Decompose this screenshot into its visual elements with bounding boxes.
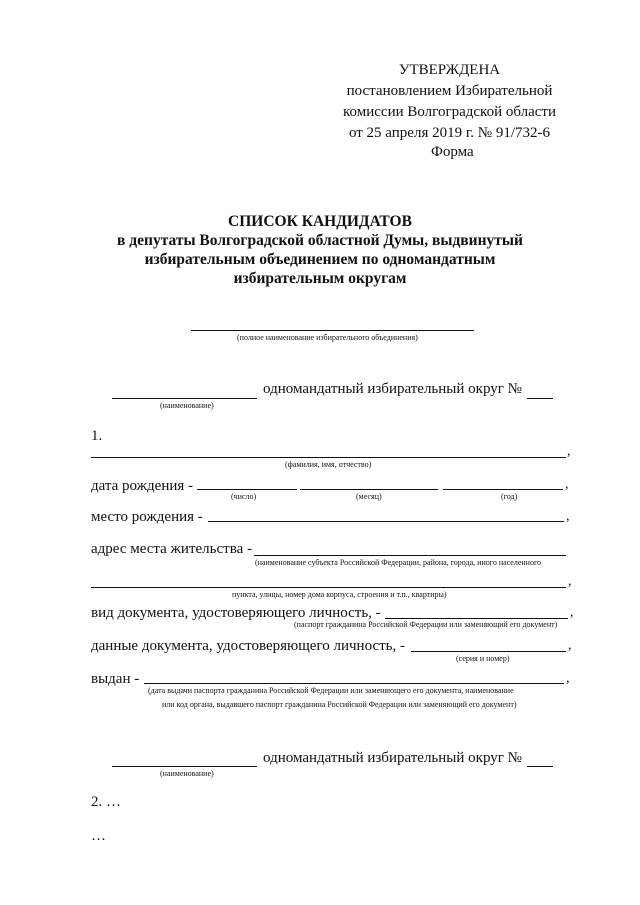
- approval-line-resolution: постановлением Избирательной: [346, 83, 553, 99]
- issued-hint-2: или код органа, выдавшего паспорт гражданина Российской Федерации или заменяющий его документ): [162, 700, 517, 709]
- comma: ,: [570, 605, 574, 620]
- doc-type-label: вид документа, удостоверяющего личность, -: [91, 605, 381, 621]
- address-hint-2: пункта, улицы, номер дома корпуса, строения и т.п., квартиры): [232, 590, 447, 599]
- district-2-label: одномандатный избирательный округ №: [263, 750, 522, 766]
- document-title: [0, 212, 640, 288]
- next-candidate-number: 2. …: [91, 794, 121, 810]
- title-line-3: избирательным объединением по одномандатным: [144, 251, 496, 268]
- comma: ,: [568, 574, 572, 589]
- approval-title: УТВЕРЖДЕНА: [398, 62, 501, 78]
- comma: ,: [566, 509, 570, 524]
- birth-place-line[interactable]: [208, 521, 564, 522]
- address-hint-1: (наименование субъекта Российской Федерации, района, города, иного населенного: [255, 558, 542, 567]
- title-line-1: СПИСОК КАНДИДАТОВ: [228, 213, 412, 230]
- comma: ,: [566, 671, 570, 686]
- comma: ,: [567, 444, 571, 459]
- comma: ,: [568, 638, 572, 653]
- doc-data-line[interactable]: [411, 651, 566, 652]
- approval-block: [343, 60, 556, 144]
- address-line-1[interactable]: [254, 555, 566, 556]
- approval-line-date: от 25 апреля 2019 г. № 91/732-6: [348, 125, 551, 141]
- birth-day-line[interactable]: [197, 489, 297, 490]
- title-line-2: в депутаты Волгоградской областной Думы, выдвинутый: [117, 232, 523, 249]
- doc-data-hint: (серия и номер): [456, 654, 510, 663]
- district-2-name-line[interactable]: [112, 766, 257, 767]
- birth-year-line[interactable]: [443, 489, 563, 490]
- district-2-number-line[interactable]: [527, 766, 553, 767]
- title-line-4: избирательным округам: [233, 270, 407, 287]
- birth-day-hint: (число): [231, 492, 257, 501]
- continuation-ellipsis: …: [91, 828, 106, 844]
- candidate-number: 1.: [91, 428, 103, 444]
- issued-line[interactable]: [144, 683, 564, 684]
- birth-date-label: дата рождения -: [91, 478, 194, 494]
- approval-line-commission: комиссии Волгоградской области: [343, 104, 556, 120]
- doc-type-hint: (паспорт гражданина Российской Федерации или заменяющий его документ): [294, 620, 558, 629]
- birth-place-label: место рождения -: [91, 509, 203, 525]
- birth-month-line[interactable]: [300, 489, 438, 490]
- form-label: Форма: [431, 144, 474, 160]
- district-name-line[interactable]: [112, 398, 257, 399]
- candidate-fio-hint: (фамилия, имя, отчество): [285, 460, 372, 469]
- issued-hint-1: (дата выдачи паспорта гражданина Российской Федерации или заменяющего его документа, наименование: [148, 686, 514, 695]
- birth-month-hint: (месяц): [356, 492, 382, 501]
- association-name-hint: (полное наименование избирательного объединения): [237, 333, 418, 342]
- district-2-name-hint: (наименование): [160, 769, 214, 778]
- doc-data-label: данные документа, удостоверяющего личность, -: [91, 638, 405, 654]
- birth-year-hint: (год): [501, 492, 518, 501]
- district-number-line[interactable]: [527, 398, 553, 399]
- candidate-fio-line[interactable]: [91, 457, 566, 458]
- issued-label: выдан -: [91, 671, 140, 687]
- association-name-line[interactable]: [191, 330, 474, 331]
- comma: ,: [565, 477, 569, 492]
- district-label: одномандатный избирательный округ №: [263, 381, 522, 397]
- address-line-2[interactable]: [91, 587, 566, 588]
- doc-type-line[interactable]: [385, 618, 568, 619]
- district-name-hint: (наименование): [160, 401, 214, 410]
- address-label: адрес места жительства -: [91, 541, 252, 557]
